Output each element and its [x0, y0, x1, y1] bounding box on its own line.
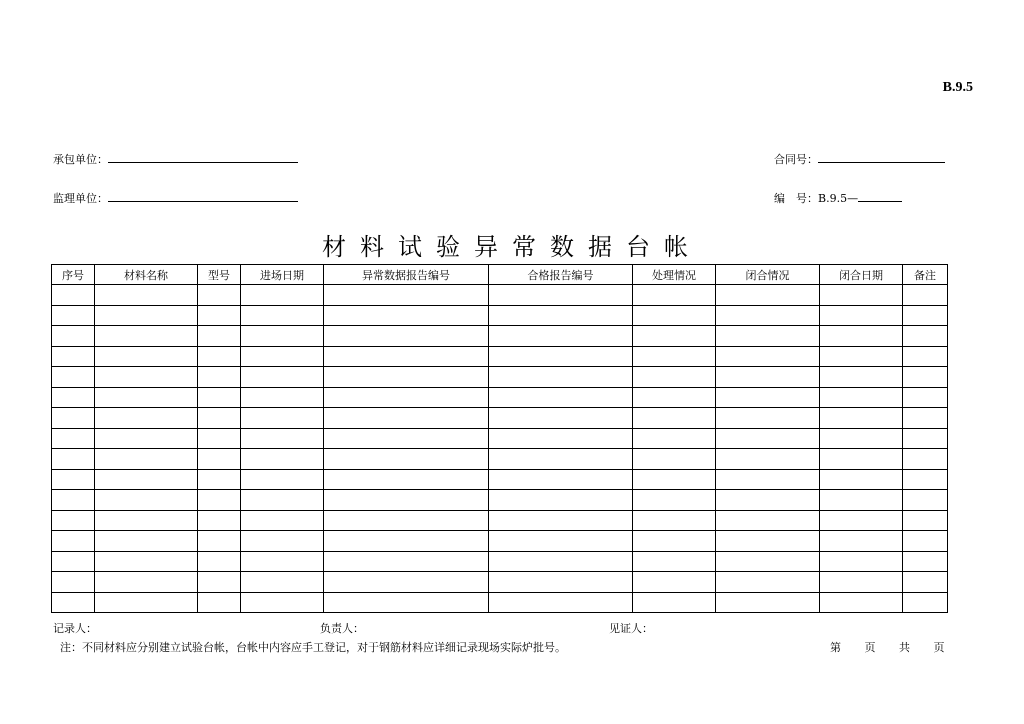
table-cell[interactable]: [324, 367, 489, 388]
table-cell[interactable]: [489, 449, 633, 470]
table-cell[interactable]: [716, 469, 820, 490]
table-cell[interactable]: [716, 326, 820, 347]
table-cell[interactable]: [489, 490, 633, 511]
table-cell[interactable]: [903, 551, 948, 572]
form-title: 材料试验异常数据台帐: [322, 233, 702, 261]
table-row: [52, 449, 948, 470]
contractor-label: 承包单位：: [53, 153, 108, 166]
witness-label: 见证人：: [609, 622, 653, 635]
table-cell[interactable]: [489, 326, 633, 347]
table-cell[interactable]: [820, 387, 903, 408]
table-cell[interactable]: [820, 305, 903, 326]
table-cell[interactable]: [716, 428, 820, 449]
table-cell[interactable]: [633, 387, 716, 408]
table-cell[interactable]: [95, 387, 198, 408]
table-cell[interactable]: [324, 428, 489, 449]
table-cell[interactable]: [241, 428, 324, 449]
table-cell[interactable]: [52, 592, 95, 613]
recorder-label: 记录人：: [53, 622, 97, 635]
table-cell[interactable]: [324, 551, 489, 572]
table-cell[interactable]: [324, 531, 489, 552]
table-cell[interactable]: [716, 408, 820, 429]
table-cell[interactable]: [198, 531, 241, 552]
table-cell[interactable]: [489, 428, 633, 449]
table-cell[interactable]: [198, 469, 241, 490]
table-cell[interactable]: [95, 469, 198, 490]
table-cell[interactable]: [489, 387, 633, 408]
table-cell[interactable]: [903, 346, 948, 367]
table-cell[interactable]: [198, 408, 241, 429]
table-cell[interactable]: [198, 387, 241, 408]
table-cell[interactable]: [716, 490, 820, 511]
table-cell[interactable]: [903, 531, 948, 552]
serial-input-line[interactable]: [858, 189, 902, 202]
table-cell[interactable]: [52, 449, 95, 470]
table-cell[interactable]: [241, 387, 324, 408]
table-cell[interactable]: [324, 490, 489, 511]
table-cell[interactable]: [324, 346, 489, 367]
table-cell[interactable]: [52, 305, 95, 326]
table-cell[interactable]: [52, 387, 95, 408]
table-cell[interactable]: [95, 551, 198, 572]
table-cell[interactable]: [241, 326, 324, 347]
table-cell[interactable]: [198, 305, 241, 326]
table-cell[interactable]: [716, 531, 820, 552]
table-cell[interactable]: [324, 326, 489, 347]
column-header: 闭合情况: [716, 265, 820, 285]
table-cell[interactable]: [198, 510, 241, 531]
table-cell[interactable]: [95, 449, 198, 470]
table-row: [52, 408, 948, 429]
responsible-label: 负责人：: [320, 622, 364, 635]
table-cell[interactable]: [903, 326, 948, 347]
table-cell[interactable]: [198, 592, 241, 613]
table-cell[interactable]: [903, 449, 948, 470]
column-header: 异常数据报告编号: [324, 265, 489, 285]
table-cell[interactable]: [903, 387, 948, 408]
table-row: [52, 572, 948, 593]
table-cell[interactable]: [633, 449, 716, 470]
table-cell[interactable]: [241, 551, 324, 572]
table-cell[interactable]: [633, 428, 716, 449]
table-cell[interactable]: [241, 490, 324, 511]
table-cell[interactable]: [716, 510, 820, 531]
table-cell[interactable]: [903, 469, 948, 490]
table-row: [52, 346, 948, 367]
table-cell[interactable]: [716, 449, 820, 470]
table-cell[interactable]: [820, 346, 903, 367]
table-row: [52, 592, 948, 613]
table-cell[interactable]: [489, 408, 633, 429]
table-cell[interactable]: [716, 572, 820, 593]
table-cell[interactable]: [820, 572, 903, 593]
table-cell[interactable]: [198, 367, 241, 388]
serial-label: 编 号：: [774, 192, 818, 205]
table-cell[interactable]: [633, 490, 716, 511]
table-cell[interactable]: [52, 367, 95, 388]
table-row: [52, 305, 948, 326]
table-cell[interactable]: [633, 326, 716, 347]
table-cell[interactable]: [95, 305, 198, 326]
table-cell[interactable]: [241, 449, 324, 470]
table-cell[interactable]: [198, 551, 241, 572]
table-row: [52, 531, 948, 552]
table-cell[interactable]: [198, 346, 241, 367]
table-cell[interactable]: [198, 490, 241, 511]
table-cell[interactable]: [52, 326, 95, 347]
table-cell[interactable]: [903, 408, 948, 429]
table-row: [52, 551, 948, 572]
table-cell[interactable]: [324, 592, 489, 613]
table-cell[interactable]: [820, 490, 903, 511]
table-cell[interactable]: [903, 490, 948, 511]
table-cell[interactable]: [633, 551, 716, 572]
table-cell[interactable]: [241, 531, 324, 552]
table-cell[interactable]: [820, 408, 903, 429]
table-cell[interactable]: [633, 510, 716, 531]
supervisor-input-line[interactable]: [108, 189, 298, 202]
table-cell[interactable]: [633, 572, 716, 593]
table-cell[interactable]: [198, 572, 241, 593]
table-cell[interactable]: [903, 367, 948, 388]
column-header: 序号: [52, 265, 95, 285]
serial-prefix: B.9.5—: [818, 192, 859, 205]
column-header: 闭合日期: [820, 265, 903, 285]
table-cell[interactable]: [716, 551, 820, 572]
table-header-row: [52, 265, 948, 285]
table-row: [52, 428, 948, 449]
ledger-table: [51, 264, 948, 613]
table-cell[interactable]: [820, 531, 903, 552]
table-cell[interactable]: [716, 592, 820, 613]
table-cell[interactable]: [633, 367, 716, 388]
column-header: 合格报告编号: [489, 265, 633, 285]
table-cell[interactable]: [820, 592, 903, 613]
table-cell[interactable]: [716, 285, 820, 306]
table-cell[interactable]: [903, 285, 948, 306]
supervisor-label: 监理单位：: [53, 192, 108, 205]
table-cell[interactable]: [52, 531, 95, 552]
table-cell[interactable]: [52, 469, 95, 490]
contract-no-field: [774, 150, 945, 167]
table-cell[interactable]: [489, 510, 633, 531]
footnote: 注：不同材料应分别建立试验台帐，台帐中内容应手工登记，对于钢筋材料应详细记录现场实际炉批号。: [60, 641, 566, 654]
table-row: [52, 326, 948, 347]
table-cell[interactable]: [820, 469, 903, 490]
table-cell[interactable]: [95, 408, 198, 429]
table-cell[interactable]: [52, 510, 95, 531]
table-cell[interactable]: [95, 326, 198, 347]
table-cell[interactable]: [716, 387, 820, 408]
column-header: 备注: [903, 265, 948, 285]
form-code: B.9.5: [942, 80, 973, 95]
column-header: 处理情况: [633, 265, 716, 285]
supervisor-field: [53, 189, 298, 206]
table-cell[interactable]: [633, 305, 716, 326]
table-cell[interactable]: [716, 346, 820, 367]
table-cell[interactable]: [241, 592, 324, 613]
page-info: 第 页 共 页: [830, 641, 945, 654]
table-cell[interactable]: [633, 531, 716, 552]
table-cell[interactable]: [489, 367, 633, 388]
table-cell[interactable]: [95, 428, 198, 449]
table-cell[interactable]: [489, 469, 633, 490]
column-header: 型号: [198, 265, 241, 285]
table-cell[interactable]: [241, 305, 324, 326]
table-cell[interactable]: [324, 469, 489, 490]
table-cell[interactable]: [241, 510, 324, 531]
table-row: [52, 469, 948, 490]
table-cell[interactable]: [633, 408, 716, 429]
table-cell[interactable]: [633, 592, 716, 613]
table-cell[interactable]: [489, 592, 633, 613]
table-cell[interactable]: [52, 408, 95, 429]
table-cell[interactable]: [198, 428, 241, 449]
table-cell[interactable]: [489, 305, 633, 326]
table-cell[interactable]: [241, 408, 324, 429]
table-cell[interactable]: [241, 572, 324, 593]
table-cell[interactable]: [95, 346, 198, 367]
table-cell[interactable]: [716, 367, 820, 388]
table-cell[interactable]: [324, 449, 489, 470]
table-cell[interactable]: [820, 449, 903, 470]
column-header: 进场日期: [241, 265, 324, 285]
table-cell[interactable]: [198, 326, 241, 347]
contractor-input-line[interactable]: [108, 150, 298, 163]
table-cell[interactable]: [489, 285, 633, 306]
table-cell[interactable]: [52, 572, 95, 593]
table-cell[interactable]: [241, 285, 324, 306]
table-row: [52, 490, 948, 511]
contract-no-input-line[interactable]: [818, 150, 945, 163]
table-cell[interactable]: [489, 572, 633, 593]
table-cell[interactable]: [95, 285, 198, 306]
table-row: [52, 510, 948, 531]
table-row: [52, 367, 948, 388]
table-cell[interactable]: [52, 428, 95, 449]
table-cell[interactable]: [903, 592, 948, 613]
table-cell[interactable]: [52, 551, 95, 572]
table-cell[interactable]: [95, 490, 198, 511]
table-cell[interactable]: [95, 592, 198, 613]
table-cell[interactable]: [903, 510, 948, 531]
table-cell[interactable]: [241, 346, 324, 367]
table-cell[interactable]: [489, 346, 633, 367]
table-body: [52, 285, 948, 613]
contract-no-label: 合同号：: [774, 153, 818, 166]
table-cell[interactable]: [489, 531, 633, 552]
table-cell[interactable]: [820, 326, 903, 347]
table-row: [52, 387, 948, 408]
table-cell[interactable]: [95, 367, 198, 388]
table-cell[interactable]: [903, 305, 948, 326]
table-cell[interactable]: [95, 531, 198, 552]
table-cell[interactable]: [324, 285, 489, 306]
table-cell[interactable]: [324, 572, 489, 593]
table-cell[interactable]: [95, 510, 198, 531]
table-cell[interactable]: [198, 449, 241, 470]
serial-field: [774, 189, 902, 206]
table-cell[interactable]: [52, 285, 95, 306]
table-cell[interactable]: [820, 285, 903, 306]
table-cell[interactable]: [241, 367, 324, 388]
table-cell[interactable]: [820, 367, 903, 388]
table-cell[interactable]: [241, 469, 324, 490]
table-cell[interactable]: [820, 428, 903, 449]
table-row: [52, 285, 948, 306]
contractor-field: [53, 150, 298, 167]
table-cell[interactable]: [324, 510, 489, 531]
table-cell[interactable]: [903, 572, 948, 593]
table-cell[interactable]: [489, 551, 633, 572]
table-cell[interactable]: [52, 490, 95, 511]
table-cell[interactable]: [633, 469, 716, 490]
table-cell[interactable]: [820, 510, 903, 531]
table-cell[interactable]: [903, 428, 948, 449]
table-cell[interactable]: [324, 305, 489, 326]
table-cell[interactable]: [198, 285, 241, 306]
table-cell[interactable]: [324, 387, 489, 408]
table-cell[interactable]: [716, 305, 820, 326]
column-header: 材料名称: [95, 265, 198, 285]
table-cell[interactable]: [633, 346, 716, 367]
table-cell[interactable]: [95, 572, 198, 593]
table-cell[interactable]: [52, 346, 95, 367]
table-cell[interactable]: [324, 408, 489, 429]
table-cell[interactable]: [633, 285, 716, 306]
table-cell[interactable]: [820, 551, 903, 572]
